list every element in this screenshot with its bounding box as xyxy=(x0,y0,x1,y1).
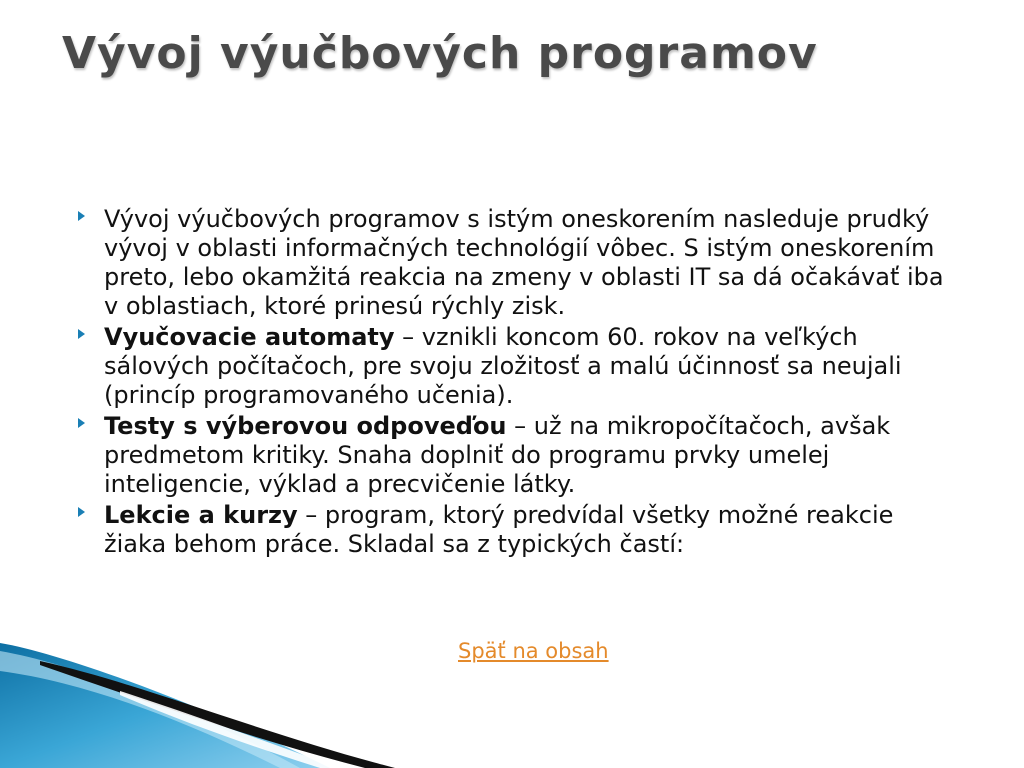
bullet-text: – už na mikropočítačoch, avšak predmetom kritiky. Snaha doplniť do programu prvky umelej inteligencie, výklad a precvičenie látky. xyxy=(104,412,891,498)
bullet-arrow-icon xyxy=(78,418,85,428)
bullet-arrow-icon xyxy=(78,507,85,517)
bullet-item xyxy=(78,205,958,321)
bullet-lead: Vyučovacie automaty xyxy=(104,323,395,351)
bullet-item xyxy=(78,412,958,499)
bullet-item xyxy=(78,323,958,410)
bullet-text: Vývoj výučbových programov s istým oneskorením nasleduje prudký vývoj v oblasti informačných technológií vôbec. S istým oneskorením preto, lebo okamžitá reakcia na zmeny v oblasti IT sa dá očakávať iba v oblastiach, ktoré prinesú rýchly zisk. xyxy=(104,205,944,320)
bullet-lead: Lekcie a kurzy xyxy=(104,501,298,529)
bullet-arrow-icon xyxy=(78,329,85,339)
bullet-item xyxy=(78,501,958,559)
bullet-arrow-icon xyxy=(78,211,85,221)
slide-title: Vývoj výučbových programov xyxy=(62,28,818,79)
bullet-text: – vznikli koncom 60. rokov na veľkých sálových počítačoch, pre svoju zložitosť a malú účinnosť sa neujali (princíp programovaného učenia). xyxy=(104,323,902,409)
bullet-text: – program, ktorý predvídal všetky možné reakcie žiaka behom práce. Skladal sa z typických častí: xyxy=(104,501,894,558)
decorative-wave-graphic xyxy=(0,643,400,768)
bullet-lead: Testy s výberovou odpoveďou xyxy=(104,412,507,440)
back-to-contents-link[interactable]: Späť na obsah xyxy=(458,639,609,663)
bullet-list xyxy=(78,205,958,561)
